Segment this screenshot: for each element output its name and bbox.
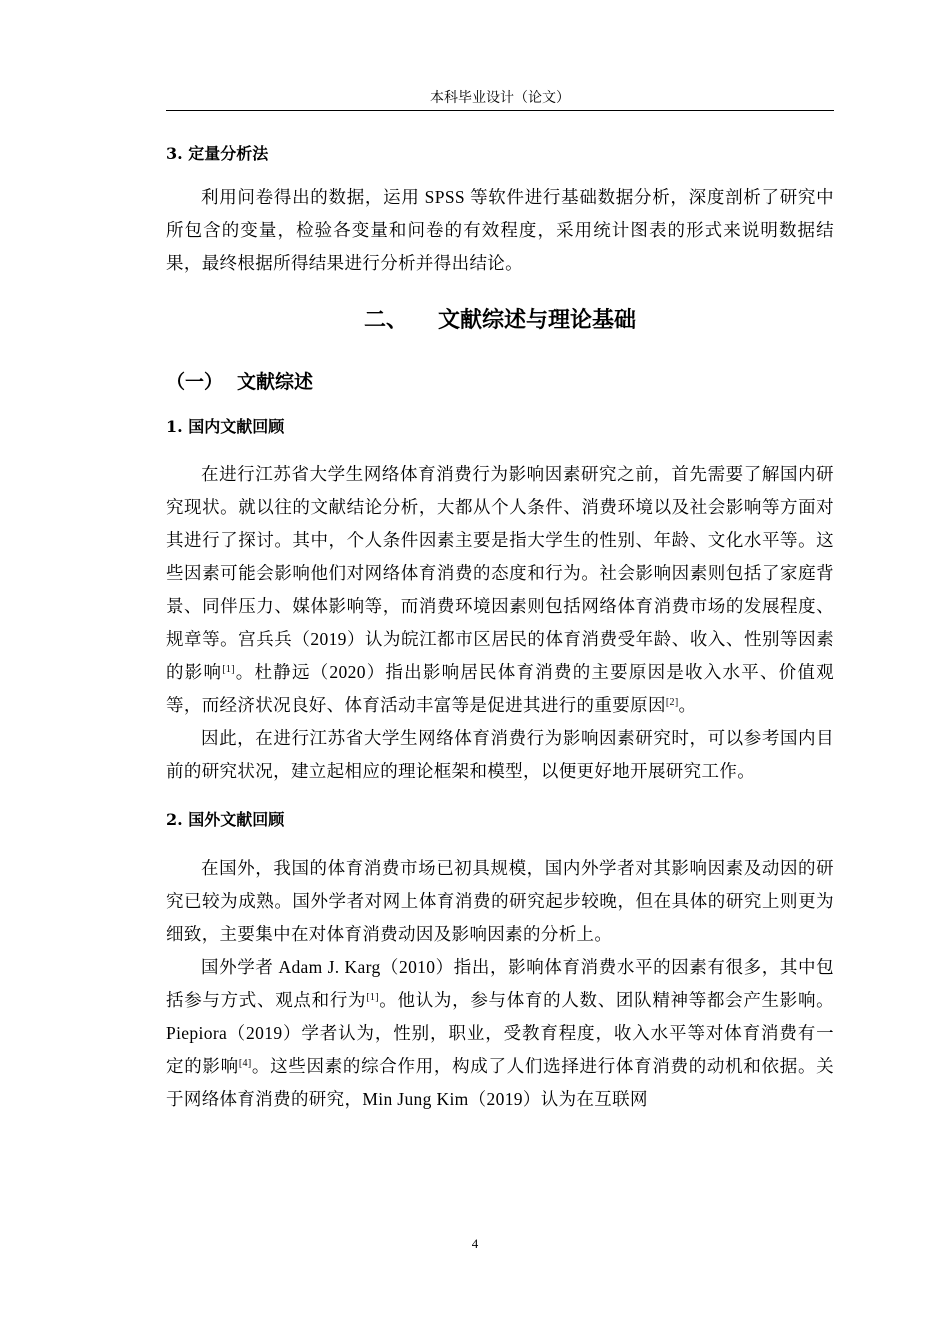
paragraph-text: 。 bbox=[678, 695, 697, 715]
citation-ref: [1] bbox=[366, 992, 379, 1003]
paragraph-text: 在进行江苏省大学生网络体育消费行为影响因素研究之前，首先需要了解国内研究现状。就以往的文献结论分析，大都从个人条件、消费环境以及社会影响等方面对其进行了探讨。其中，个人条件因素主要是指大学生的性别、年龄、文化水平等。这些因素可能会影响他们对网络体育消费的态度和行为。社会影响因素则包括了家庭背景、同伴压力、媒体影响等，而消费环境因素则包括网络体育消费市场的发展程度、规章等。宫兵兵（2019）认为皖江都市区居民的体育消费受年龄、收入、性别等因素的影响 bbox=[166, 464, 834, 682]
section-heading-quantitative: 3. 定量分析法 bbox=[166, 144, 269, 163]
subsection-heading-foreign: 2. 国外文献回顾 bbox=[166, 810, 285, 829]
section-number: （一） bbox=[166, 371, 224, 393]
page-number: 4 bbox=[471, 1236, 479, 1251]
chapter-title: 文献综述与理论基础 bbox=[438, 307, 637, 333]
paragraph-text: 。他认为，参与体育的人数、团队精神等都会产生影响。Piepiora（2019）学者认为，性别，职业，受教育程度，收入水平等对体育消费有一定的影响 bbox=[166, 990, 835, 1076]
running-header: 本科毕业设计（论文） bbox=[166, 88, 834, 111]
page-content bbox=[166, 138, 834, 1116]
paragraph-text: 国外学者 Adam J. Karg（2010）指出，影响体育消费水平的因素有很多，其中包括参与方式、观点和行为 bbox=[166, 957, 834, 1010]
chapter-number: 二、 bbox=[363, 307, 408, 333]
chapter-heading bbox=[166, 302, 834, 338]
citation-ref: [1] bbox=[222, 664, 235, 675]
section-title: 文献综述 bbox=[237, 371, 314, 393]
paragraph-text: 。杜静远（2020）指出影响居民体育消费的主要原因是收入水平、价值观等，而经济状况良好、体育活动丰富等是促进其进行的重要原因 bbox=[166, 662, 834, 715]
paragraph-text: 。这些因素的综合作用，构成了人们选择进行体育消费的动机和依据。关于网络体育消费的研究，Min Jung Kim（2019）认为在互联网 bbox=[166, 1056, 834, 1109]
citation-ref: [2] bbox=[665, 697, 679, 708]
subsection-heading-domestic: 1. 国内文献回顾 bbox=[166, 417, 285, 436]
paragraph-foreign-1: 在国外，我国的体育消费市场已初具规模，国内外学者对其影响因素及动因的研究已较为成熟。国外学者对网上体育消费的研究起步较晚，但在具体的研究上则更为细致，主要集中在对体育消费动因及影响因素的分析上。 bbox=[166, 858, 834, 944]
paragraph-domestic-2: 因此，在进行江苏省大学生网络体育消费行为影响因素研究时，可以参考国内目前的研究状况，建立起相应的理论框架和模型，以便更好地开展研究工作。 bbox=[166, 728, 834, 781]
paragraph-foreign-2 bbox=[166, 951, 834, 1116]
paragraph-quantitative: 利用问卷得出的数据，运用 SPSS 等软件进行基础数据分析，深度剖析了研究中所包含的变量，检验各变量和问卷的有效程度，采用统计图表的形式来说明数据结果，最终根据所得结果进行分析并得出结论。 bbox=[166, 187, 834, 273]
paragraph-domestic-1 bbox=[166, 458, 834, 722]
section-heading bbox=[166, 366, 834, 398]
citation-ref: [4] bbox=[238, 1058, 252, 1069]
